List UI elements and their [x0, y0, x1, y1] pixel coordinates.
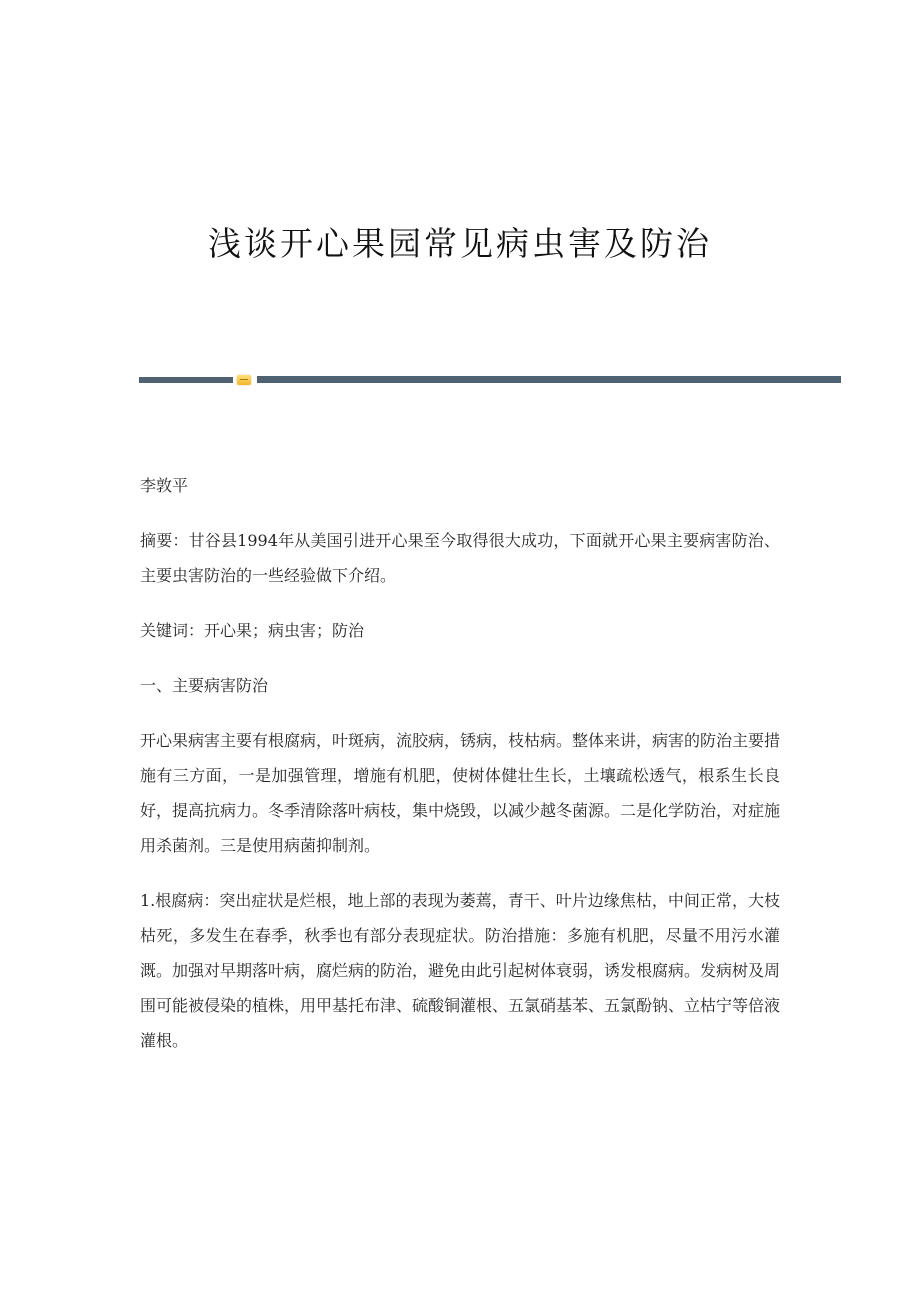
divider-bar-left — [139, 377, 233, 383]
author-name: 李敦平 — [140, 476, 189, 495]
document-title: 浅谈开心果园常见病虫害及防治 — [208, 224, 712, 263]
document-body — [140, 468, 780, 1078]
abstract-paragraph: 摘要：甘谷县1994年从美国引进开心果至今取得很大成功，下面就开心果主要病害防治、主要虫害防治的一些经验做下介绍。 — [140, 531, 780, 585]
root-rot-paragraph: 1.根腐病：突出症状是烂根，地上部的表现为萎蔫，青干、叶片边缘焦枯，中间正常，大枝枯死，多发生在春季，秋季也有部分表现症状。防治措施：多施有机肥，尽量不用污水灌溉。加强对早期落叶病，腐烂病的防治，避免由此引起树体衰弱，诱发根腐病。发病树及周围可能被侵染的植株，用甲基托布津、硫酸铜灌根、五氯硝基苯、五氯酚钠、立枯宁等倍液灌根。 — [140, 891, 781, 1050]
divider-bar-right — [257, 376, 841, 383]
section-heading: 一、主要病害防治 — [140, 676, 269, 695]
section-intro-paragraph: 开心果病害主要有根腐病，叶斑病，流胶病，锈病，枝枯病。整体来讲，病害的防治主要措施有三方面，一是加强管理，增施有机肥，使树体健壮生长，土壤疏松透气，根系生长良好，提高抗病力。冬季清除落叶病枝，集中烧毁，以减少越冬菌源。二是化学防治，对症施用杀菌剂。三是使用病菌抑制剂。 — [140, 731, 781, 855]
divider-ornament-icon — [237, 375, 251, 385]
title-divider — [139, 375, 841, 385]
keywords-line: 关键词：开心果；病虫害；防治 — [140, 621, 365, 640]
